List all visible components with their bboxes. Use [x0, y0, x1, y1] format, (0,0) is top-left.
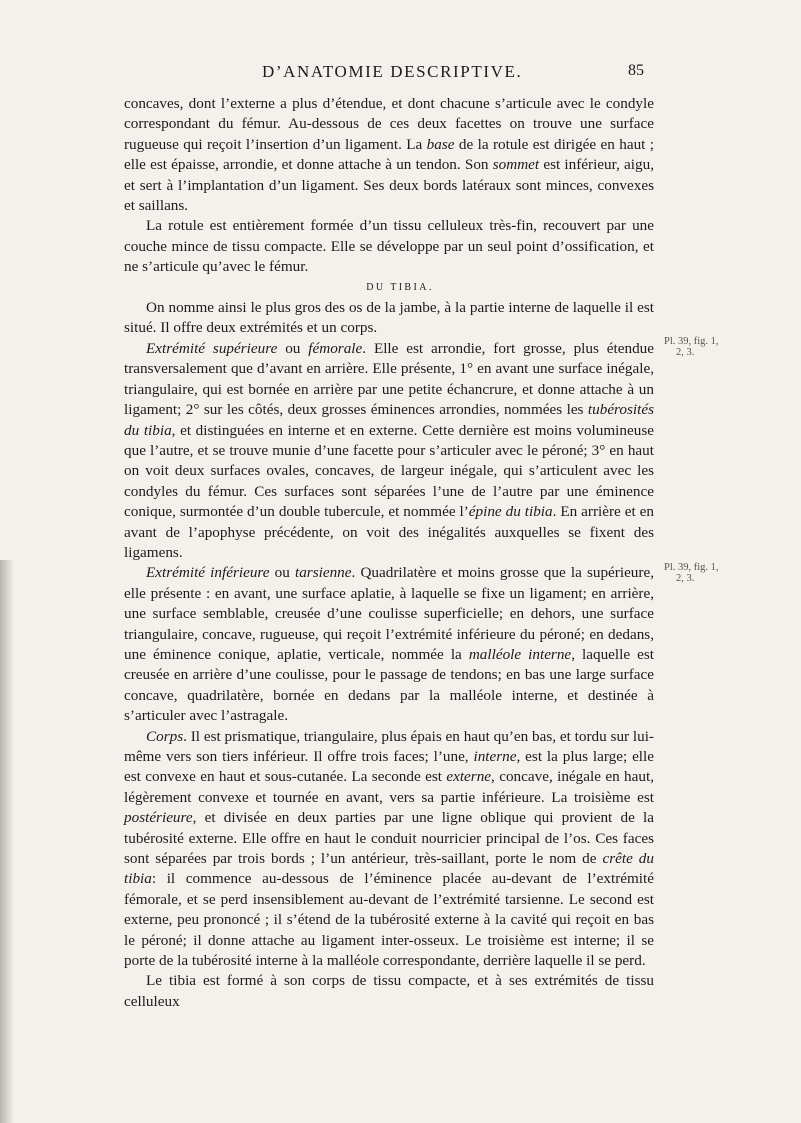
paragraph-tibia-intro: On nomme ainsi le plus gros des os de la jambe, à la partie interne de laquelle il est situé. Il offre deux extrémités et un corps. — [124, 299, 654, 337]
margin-note-plate-ref: Pl. 39, fig. 1, 2, 3. — [664, 336, 719, 358]
italic-term: Extrémité inférieure — [146, 564, 270, 582]
italic-term: tubérosités du tibia — [124, 401, 654, 439]
paragraph-tissu: Le tibia est formé à son corps de tissu compacte, et à ses extrémités de tissu celluleux — [124, 972, 654, 1010]
italic-term: malléole interne — [468, 645, 572, 663]
paragraph-rotule-surfaces: concaves, dont l’externe a plus d’étendue, et dont chacune s’articule avec le condyle correspondant du fémur. Au-dessous de ces deux facettes on trouve une surface rugueuse qui reçoit l’insertion d’un ligament. La base de la rotule est dirigée en haut ; elle est épaisse, arrondie, et donne attache à un tendon. Son sommet est inférieur, aigu, et sert à l’implantation d’un ligament. Ses deux bords latéraux sont minces, convexes et saillans. — [124, 95, 655, 215]
paragraph-extremite-superieure: Extrémité supérieure ou fémorale. Elle est arrondie, fort grosse, plus étendue transversalement que d’avant en arrière. Elle présente, 1° en avant une surface inégale, triangulaire, qui est bornée en arrière par une petite échancrure, et donne attache à un ligament; 2° sur les côtés, deux grosses éminences arrondies, nommées les tubérosités du tibia, et distinguées en interne et en externe. Cette dernière est moins volumineuse que l’autre, et se trouve munie d’une facette pour s’articuler avec le péroné; 3° en haut on voit deux surfaces ovales, concaves, de largeur inégale, qui s’articulent avec les condyles du fémur. Ces surfaces sont séparées l’une de l’autre par une éminence conique, surmontée d’un double tubercule, et nommée l’épine du tibia. En arrière et en avant de l’apophyse précédente, on voit des inégalités auxquelles se fixent des ligamens. — [124, 339, 655, 561]
body-text — [124, 94, 654, 1012]
paragraph-extremite-inferieure: Extrémité inférieure ou tarsienne. Quadrilatère et moins grosse que la supérieure, elle présente : en avant, une surface aplatie, à laquelle se fixe un ligament; en arrière, une surface semblable, creusée d’une coulisse superficielle; en dehors, une surface triangulaire, concave, rugueuse, qui reçoit l’extrémité inférieure du péroné; en dedans, une éminence conique, aplatie, verticale, nommée la malléole interne, laquelle est creusée en arrière d’une coulisse, pour le passage de tendons; en bas une large surface concave, quadrilatère, bornée en dedans par la malléole interne, et destinée à s’articuler avec l’astragale. — [124, 564, 655, 725]
italic-term: sommet — [492, 156, 540, 174]
paragraph-rotule-structure: La rotule est entièrement formée d’un tissu celluleux très-fin, recouvert par une couche mince de tissu compacte. Elle se développe par un seul point d’ossification, et ne s’articule qu’avec le fémur. — [124, 217, 654, 276]
section-heading: DU TIBIA. — [366, 281, 434, 293]
paragraph-corps: Corps. Il est prismatique, triangulaire, plus épais en haut qu’en bas, et tordu sur lui-même vers son tiers inférieur. Il offre trois faces; l’une, interne, est la plus large; elle est convexe en haut et sous-cutanée. La seconde est externe, concave, inégale en haut, légèrement convexe et tournée en avant, vers sa partie inférieure. La troisième est postérieure, et divisée en deux parties par une ligne oblique qui provient de la tubérosité externe. Elle offre en haut le conduit nourricier principal de l’os. Ces faces sont séparées par trois bords ; l’un antérieur, très-saillant, porte le nom de crête du tibia: il commence au-dessous de l’éminence placée au-devant de l’extrémité fémorale, et se perd insensiblement au-devant de l’extrémité tarsienne. Le second est externe, peu prononcé ; il s’étend de la tubérosité externe à la cavité qui reçoit en bas le péroné; il donne attache au ligament inter-osseux. Le troisième est interne; il se porte de la tubérosité interne à la malléole correspondante, derrière laquelle il se perd. — [124, 727, 655, 970]
italic-term: Corps — [146, 727, 184, 745]
running-title: D’ANATOMIE DESCRIPTIVE. — [262, 62, 523, 81]
italic-term: base — [426, 135, 455, 153]
page-number: 85 — [628, 62, 644, 79]
italic-term: tarsienne — [294, 564, 352, 582]
italic-term: postérieure — [124, 809, 193, 827]
italic-term: interne — [473, 748, 517, 765]
margin-note-plate-ref: Pl. 39, fig. 1, 2, 3. — [664, 562, 719, 584]
italic-term: externe — [446, 768, 492, 786]
page-gutter-shadow — [0, 560, 14, 1123]
italic-term: fémorale — [308, 339, 363, 357]
italic-term: épine du tibia — [468, 503, 553, 521]
running-header — [0, 62, 801, 86]
italic-term: Extrémité supérieure — [146, 339, 278, 357]
italic-term: crête du tibia — [124, 850, 654, 888]
